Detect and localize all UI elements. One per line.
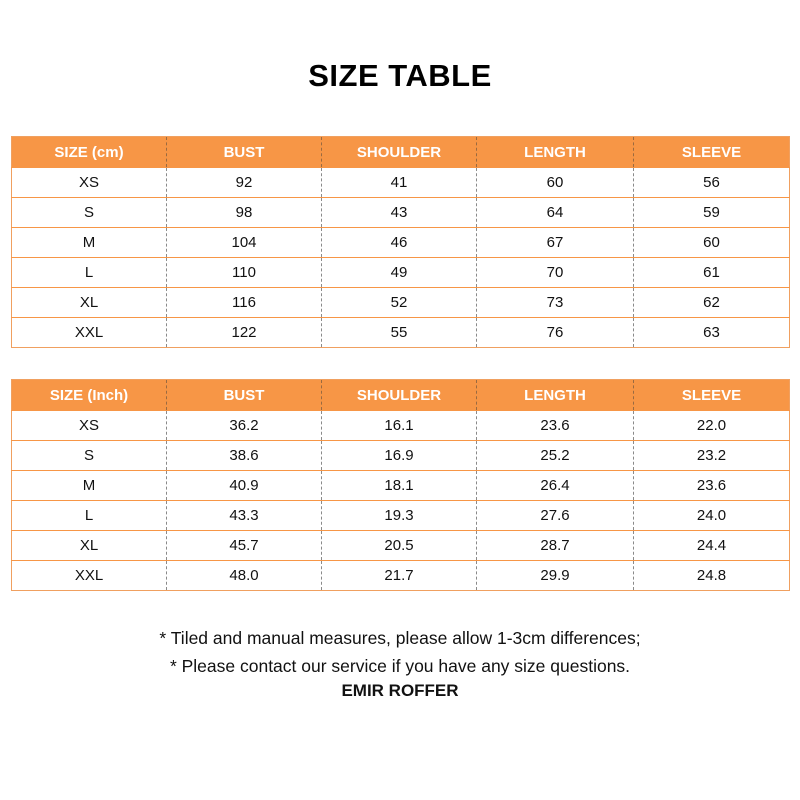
measurement-cell: 60: [634, 228, 790, 258]
page-title: SIZE TABLE: [308, 58, 492, 93]
measurement-cell: 98: [167, 198, 322, 228]
table-row: [12, 318, 790, 348]
size-label-cell: XL: [12, 531, 167, 561]
measurement-cell: 49: [322, 258, 477, 288]
table-row: [12, 531, 790, 561]
column-header: SHOULDER: [322, 380, 477, 411]
measurement-cell: 116: [167, 288, 322, 318]
measurement-cell: 25.2: [477, 441, 634, 471]
measurement-cell: 29.9: [477, 561, 634, 591]
table-row: [12, 441, 790, 471]
size-table-inch: [11, 379, 790, 591]
size-label-cell: M: [12, 471, 167, 501]
size-label-cell: XS: [12, 168, 167, 198]
size-label-cell: XXL: [12, 561, 167, 591]
measurement-cell: 16.9: [322, 441, 477, 471]
measurement-cell: 46: [322, 228, 477, 258]
measurement-cell: 20.5: [322, 531, 477, 561]
table-header-row: [12, 380, 790, 411]
brand-name: EMIR ROFFER: [341, 681, 459, 700]
measurement-cell: 36.2: [167, 411, 322, 441]
table-row: [12, 471, 790, 501]
measurement-cell: 23.6: [634, 471, 790, 501]
measurement-cell: 23.2: [634, 441, 790, 471]
measurement-cell: 18.1: [322, 471, 477, 501]
size-label-cell: L: [12, 501, 167, 531]
measurement-cell: 67: [477, 228, 634, 258]
table-row: [12, 561, 790, 591]
column-header: SIZE (Inch): [12, 380, 167, 411]
measurement-cell: 48.0: [167, 561, 322, 591]
measurement-cell: 110: [167, 258, 322, 288]
measurement-cell: 16.1: [322, 411, 477, 441]
measurement-cell: 122: [167, 318, 322, 348]
column-header: LENGTH: [477, 137, 634, 168]
measurement-cell: 62: [634, 288, 790, 318]
measurement-cell: 19.3: [322, 501, 477, 531]
measurement-cell: 92: [167, 168, 322, 198]
measurement-cell: 40.9: [167, 471, 322, 501]
size-label-cell: XS: [12, 411, 167, 441]
measurement-cell: 28.7: [477, 531, 634, 561]
measurement-cell: 61: [634, 258, 790, 288]
measurement-cell: 43: [322, 198, 477, 228]
table-row: [12, 411, 790, 441]
note-line: * Please contact our service if you have any size questions.: [169, 656, 631, 676]
measurement-cell: 24.0: [634, 501, 790, 531]
measurement-cell: 60: [477, 168, 634, 198]
column-header: BUST: [167, 137, 322, 168]
measurement-cell: 43.3: [167, 501, 322, 531]
measurement-cell: 41: [322, 168, 477, 198]
table-row: [12, 288, 790, 318]
table-row: [12, 198, 790, 228]
measurement-cell: 24.8: [634, 561, 790, 591]
size-label-cell: M: [12, 228, 167, 258]
column-header: SHOULDER: [322, 137, 477, 168]
column-header: BUST: [167, 380, 322, 411]
measurement-cell: 38.6: [167, 441, 322, 471]
column-header: LENGTH: [477, 380, 634, 411]
measurement-cell: 23.6: [477, 411, 634, 441]
size-label-cell: L: [12, 258, 167, 288]
measurement-cell: 76: [477, 318, 634, 348]
measurement-cell: 21.7: [322, 561, 477, 591]
size-label-cell: S: [12, 441, 167, 471]
size-table-cm: [11, 136, 790, 348]
notes: [0, 624, 800, 680]
table-header-row: [12, 137, 790, 168]
table-row: [12, 258, 790, 288]
measurement-cell: 59: [634, 198, 790, 228]
table-row: [12, 228, 790, 258]
measurement-cell: 55: [322, 318, 477, 348]
size-label-cell: XL: [12, 288, 167, 318]
column-header: SLEEVE: [634, 380, 790, 411]
measurement-cell: 73: [477, 288, 634, 318]
measurement-cell: 52: [322, 288, 477, 318]
table-row: [12, 168, 790, 198]
measurement-cell: 70: [477, 258, 634, 288]
measurement-cell: 104: [167, 228, 322, 258]
table-row: [12, 501, 790, 531]
measurement-cell: 27.6: [477, 501, 634, 531]
column-header: SIZE (cm): [12, 137, 167, 168]
measurement-cell: 24.4: [634, 531, 790, 561]
measurement-cell: 56: [634, 168, 790, 198]
column-header: SLEEVE: [634, 137, 790, 168]
note-line: * Tiled and manual measures, please allow 1-3cm differences;: [159, 628, 641, 648]
measurement-cell: 45.7: [167, 531, 322, 561]
measurement-cell: 26.4: [477, 471, 634, 501]
size-label-cell: XXL: [12, 318, 167, 348]
measurement-cell: 63: [634, 318, 790, 348]
measurement-cell: 64: [477, 198, 634, 228]
size-label-cell: S: [12, 198, 167, 228]
measurement-cell: 22.0: [634, 411, 790, 441]
